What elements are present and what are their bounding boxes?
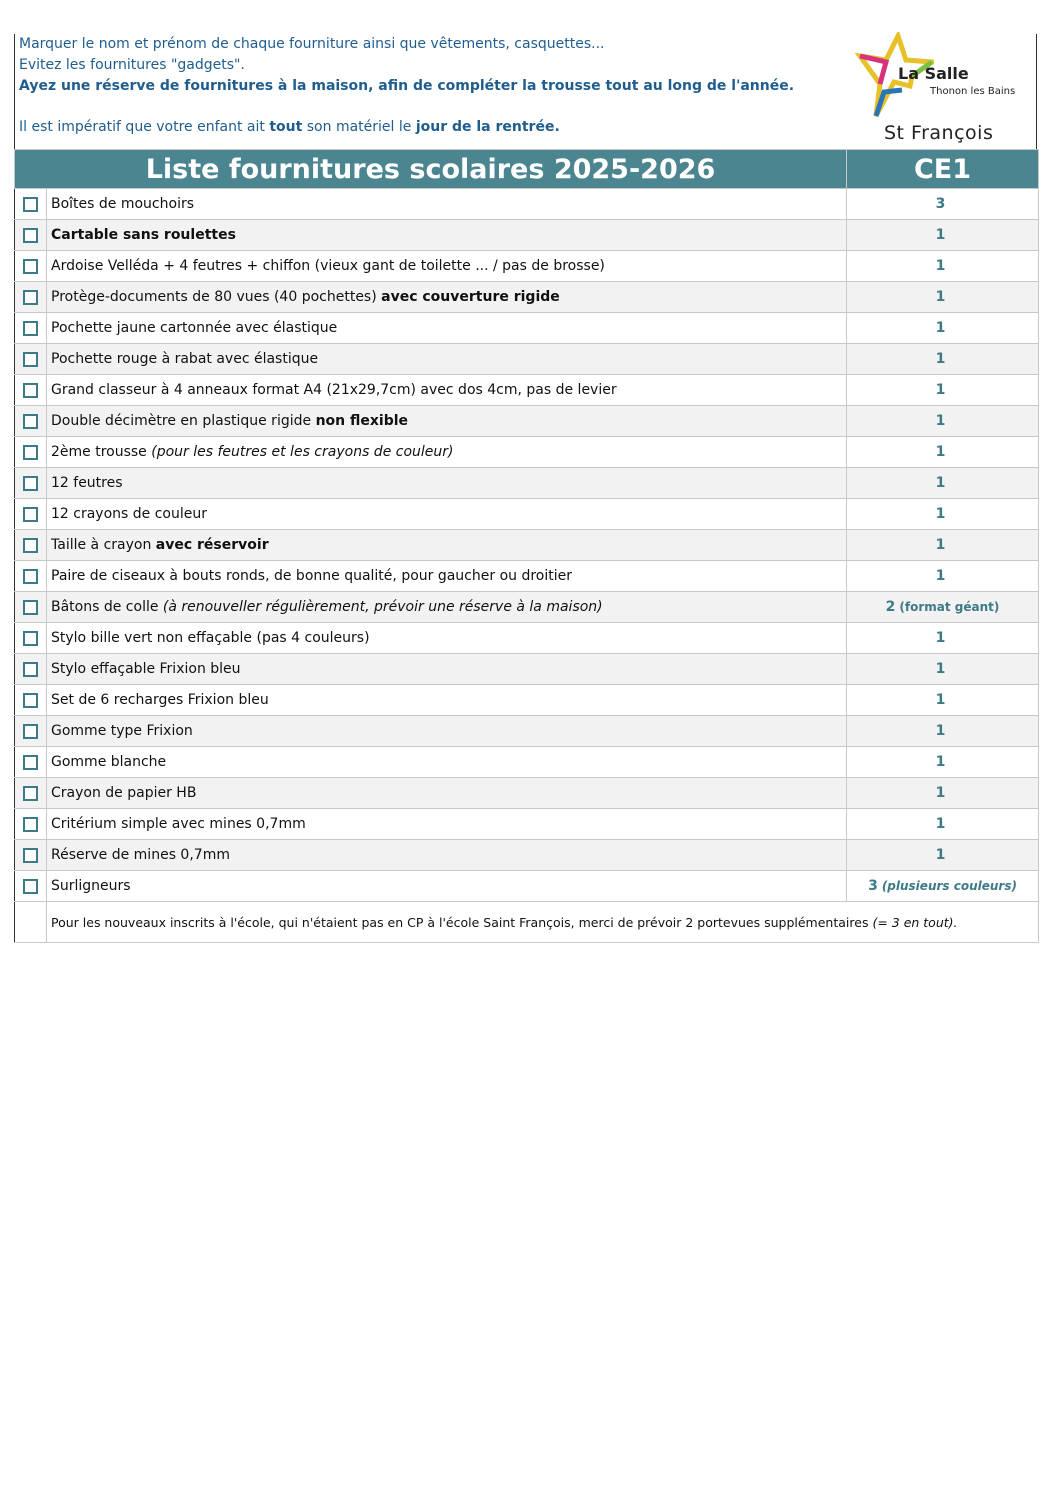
item-label: Pochette jaune cartonnée avec élastique: [47, 313, 847, 344]
checkbox[interactable]: [23, 724, 38, 739]
item-label: 12 crayons de couleur: [47, 499, 847, 530]
table-row: [15, 220, 1039, 251]
item-label: Double décimètre en plastique rigide non flexible: [47, 406, 847, 437]
item-label: Pochette rouge à rabat avec élastique: [47, 344, 847, 375]
table-row: [15, 313, 1039, 344]
checkbox[interactable]: [23, 476, 38, 491]
checkbox[interactable]: [23, 755, 38, 770]
item-quantity: 1: [847, 840, 1039, 871]
table-row: [15, 530, 1039, 561]
checkbox-cell: [15, 840, 47, 871]
table-row: [15, 189, 1039, 220]
logo-brand: La Salle: [898, 64, 969, 83]
item-label: Ardoise Velléda + 4 feutres + chiffon (vieux gant de toilette ... / pas de brosse): [47, 251, 847, 282]
table-row: [15, 251, 1039, 282]
item-quantity: 1: [847, 251, 1039, 282]
item-label: Taille à crayon avec réservoir: [47, 530, 847, 561]
checkbox-cell: [15, 251, 47, 282]
item-label: Bâtons de colle (à renouveller régulièrement, prévoir une réserve à la maison): [47, 592, 847, 623]
table-row: [15, 685, 1039, 716]
checkbox-cell: [15, 654, 47, 685]
item-label: 12 feutres: [47, 468, 847, 499]
checkbox-cell: [15, 561, 47, 592]
checkbox[interactable]: [23, 445, 38, 460]
table-row: [15, 809, 1039, 840]
table-row: [15, 716, 1039, 747]
item-label: Réserve de mines 0,7mm: [47, 840, 847, 871]
table-row: [15, 778, 1039, 809]
table-row: [15, 406, 1039, 437]
item-quantity: 1: [847, 685, 1039, 716]
checkbox[interactable]: [23, 848, 38, 863]
intro-line-2: Evitez les fournitures "gadgets".: [19, 57, 245, 73]
footer-note: Pour les nouveaux inscrits à l'école, qui n'étaient pas en CP à l'école Saint François, merci de prévoir 2 portevues supplémentaires (= 3 en tout).: [47, 902, 1039, 943]
checkbox-cell: [15, 871, 47, 902]
table-title: Liste fournitures scolaires 2025-2026: [15, 150, 847, 189]
logo-city: Thonon les Bains: [930, 86, 1016, 97]
item-quantity: 1: [847, 716, 1039, 747]
table-row: [15, 282, 1039, 313]
checkbox[interactable]: [23, 631, 38, 646]
quantity-note: (format géant): [899, 600, 1000, 614]
checkbox-cell: [15, 685, 47, 716]
item-quantity: 3: [847, 189, 1039, 220]
item-quantity: 1: [847, 561, 1039, 592]
grade-label: CE1: [847, 150, 1039, 189]
checkbox-cell: [15, 313, 47, 344]
checkbox-cell: [15, 344, 47, 375]
checkbox[interactable]: [23, 321, 38, 336]
checkbox-cell: [15, 716, 47, 747]
checkbox[interactable]: [23, 290, 38, 305]
checkbox-cell: [15, 809, 47, 840]
checkbox[interactable]: [23, 817, 38, 832]
item-label: Cartable sans roulettes: [47, 220, 847, 251]
intro-notes: [14, 34, 844, 150]
checkbox[interactable]: [23, 569, 38, 584]
item-quantity: 1: [847, 282, 1039, 313]
checkbox[interactable]: [23, 414, 38, 429]
item-quantity: 1: [847, 778, 1039, 809]
checkbox-cell: [15, 375, 47, 406]
checkbox-cell: [15, 747, 47, 778]
table-row: [15, 499, 1039, 530]
table-row: [15, 344, 1039, 375]
school-logo: [852, 32, 1032, 148]
table-row: [15, 561, 1039, 592]
checkbox[interactable]: [23, 693, 38, 708]
checkbox[interactable]: [23, 197, 38, 212]
item-label: Paire de ciseaux à bouts ronds, de bonne qualité, pour gaucher ou droitier: [47, 561, 847, 592]
checkbox-cell: [15, 778, 47, 809]
item-label: Critérium simple avec mines 0,7mm: [47, 809, 847, 840]
intro-line-1: Marquer le nom et prénom de chaque fourniture ainsi que vêtements, casquettes...: [19, 36, 605, 52]
item-label: Stylo effaçable Frixion bleu: [47, 654, 847, 685]
intro-line-3: Ayez une réserve de fournitures à la maison, afin de compléter la trousse tout au long de l'année.: [19, 78, 795, 94]
checkbox[interactable]: [23, 383, 38, 398]
checkbox[interactable]: [23, 228, 38, 243]
table-row: [15, 871, 1039, 902]
checkbox[interactable]: [23, 879, 38, 894]
item-label: Grand classeur à 4 anneaux format A4 (21x29,7cm) avec dos 4cm, pas de levier: [47, 375, 847, 406]
item-quantity: 1: [847, 313, 1039, 344]
item-quantity: 1: [847, 437, 1039, 468]
item-quantity: 2 (format géant): [847, 592, 1039, 623]
checkbox[interactable]: [23, 507, 38, 522]
table-row: [15, 375, 1039, 406]
item-label: Crayon de papier HB: [47, 778, 847, 809]
item-quantity: 1: [847, 468, 1039, 499]
item-quantity: 1: [847, 654, 1039, 685]
logo-school-name: St François: [884, 122, 994, 144]
checkbox-cell: [15, 220, 47, 251]
checkbox[interactable]: [23, 662, 38, 677]
checkbox[interactable]: [23, 600, 38, 615]
item-label: Gomme blanche: [47, 747, 847, 778]
checkbox-cell: [15, 282, 47, 313]
checkbox[interactable]: [23, 786, 38, 801]
checkbox-cell: [15, 623, 47, 654]
checkbox[interactable]: [23, 259, 38, 274]
item-label: Protège-documents de 80 vues (40 pochettes) avec couverture rigide: [47, 282, 847, 313]
table-row: [15, 468, 1039, 499]
table-row: [15, 592, 1039, 623]
item-label: 2ème trousse (pour les feutres et les crayons de couleur): [47, 437, 847, 468]
item-quantity: 1: [847, 344, 1039, 375]
checkbox[interactable]: [23, 352, 38, 367]
item-label: Boîtes de mouchoirs: [47, 189, 847, 220]
table-row: [15, 623, 1039, 654]
item-label: Set de 6 recharges Frixion bleu: [47, 685, 847, 716]
table-row: [15, 840, 1039, 871]
item-quantity: 1: [847, 530, 1039, 561]
item-quantity: 3 (plusieurs couleurs): [847, 871, 1039, 902]
item-label: Surligneurs: [47, 871, 847, 902]
checkbox-cell: [15, 189, 47, 220]
item-label: Gomme type Frixion: [47, 716, 847, 747]
checkbox[interactable]: [23, 538, 38, 553]
item-label: Stylo bille vert non effaçable (pas 4 couleurs): [47, 623, 847, 654]
checkbox-cell: [15, 468, 47, 499]
checkbox-cell: [15, 499, 47, 530]
item-quantity: 1: [847, 623, 1039, 654]
checkbox-cell: [15, 406, 47, 437]
item-quantity: 1: [847, 809, 1039, 840]
item-quantity: 1: [847, 747, 1039, 778]
table-row: [15, 654, 1039, 685]
checkbox-cell: [15, 530, 47, 561]
checkbox-cell: [15, 592, 47, 623]
supplies-table: [14, 149, 1039, 943]
intro-line-4: Il est impératif que votre enfant ait tout son matériel le jour de la rentrée.: [19, 119, 560, 135]
checkbox-cell: [15, 437, 47, 468]
table-row: [15, 437, 1039, 468]
table-row: [15, 747, 1039, 778]
item-quantity: 1: [847, 220, 1039, 251]
item-quantity: 1: [847, 406, 1039, 437]
item-quantity: 1: [847, 375, 1039, 406]
quantity-note: (plusieurs couleurs): [881, 879, 1017, 893]
item-quantity: 1: [847, 499, 1039, 530]
